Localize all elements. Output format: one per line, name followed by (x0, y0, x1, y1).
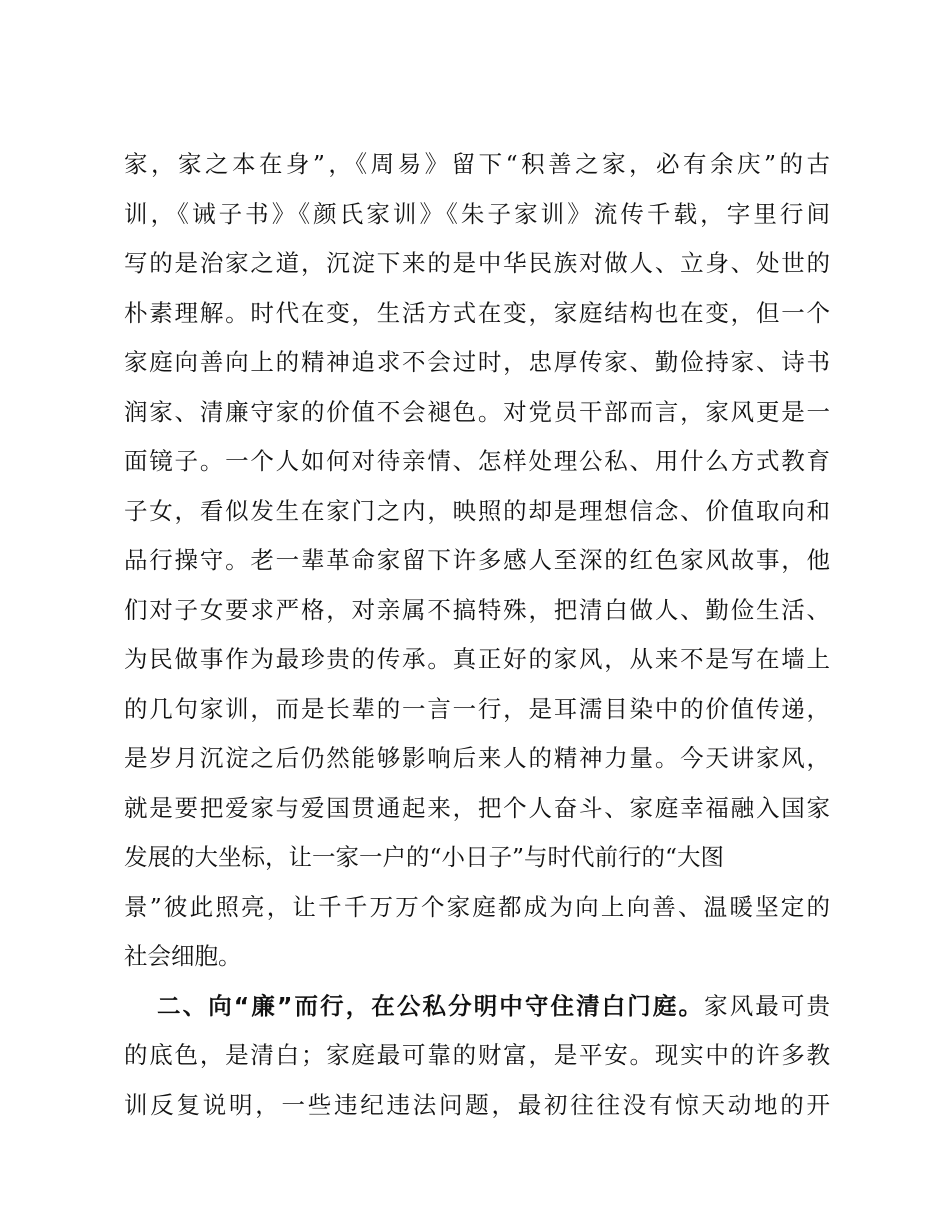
section-heading: 二、向“廉”而行，在公私分明中守住清白门庭。 (157, 991, 705, 1020)
text-line: 品行操守。老一辈革命家留下许多感人至深的红色家风故事，他 (124, 546, 830, 574)
text-line: 训反复说明，一些违纪违法问题，最初往往没有惊天动地的开 (124, 1090, 830, 1119)
text-line: 家，家之本在身”，《周易》留下“积善之家，必有余庆”的古 (124, 150, 830, 178)
text-line: 润家、清廉守家的价值不会褪色。对党员干部而言，家风更是一 (124, 397, 830, 426)
text-line: 发展的大坐标，让一家一户的“小日子”与时代前行的“大图 (124, 843, 725, 871)
body-text (124, 140, 830, 1130)
text-line: 朴素理解。时代在变，生活方式在变，家庭结构也在变，但一个 (124, 298, 830, 327)
text-line: 写的是治家之道，沉淀下来的是中华民族对做人、立身、处世的 (124, 249, 830, 277)
text-line: 的底色，是清白；家庭最可靠的财富，是平安。现实中的许多教 (124, 1041, 830, 1069)
text-line: 的几句家训，而是长辈的一言一行，是耳濡目染中的价值传递， (124, 694, 830, 723)
text-line: 家庭向善向上的精神追求不会过时，忠厚传家、勤俭持家、诗书 (124, 348, 830, 376)
paragraph-integrity (124, 982, 830, 1131)
text-line: 社会细胞。 (124, 942, 242, 970)
text-line: 就是要把爱家与爱国贯通起来，把个人奋斗、家庭幸福融入国家 (124, 793, 830, 822)
text-line: 面镜子。一个人如何对待亲情、怎样处理公私、用什么方式教育 (124, 447, 830, 475)
text-line: 子女，看似发生在家门之内，映照的却是理想信念、价值取向和 (124, 496, 830, 525)
text-line: 是岁月沉淀之后仍然能够影响后来人的精神力量。今天讲家风， (124, 744, 830, 772)
text-line: 为民做事作为最珍贵的传承。真正好的家风，从来不是写在墙上 (124, 645, 830, 673)
text-line: 景”彼此照亮，让千千万万个家庭都成为向上向善、温暖坚定的 (124, 892, 830, 921)
paragraph-family-tradition (124, 140, 830, 982)
text-line: 训，《诫子书》《颜氏家训》《朱子家训》流传千载，字里行间 (124, 199, 830, 228)
text-line (124, 982, 830, 1032)
text-line: 们对子女要求严格，对亲属不搞特殊，把清白做人、勤俭生活、 (124, 595, 830, 624)
heading-line-rest: 家风最可贵 (704, 991, 831, 1020)
